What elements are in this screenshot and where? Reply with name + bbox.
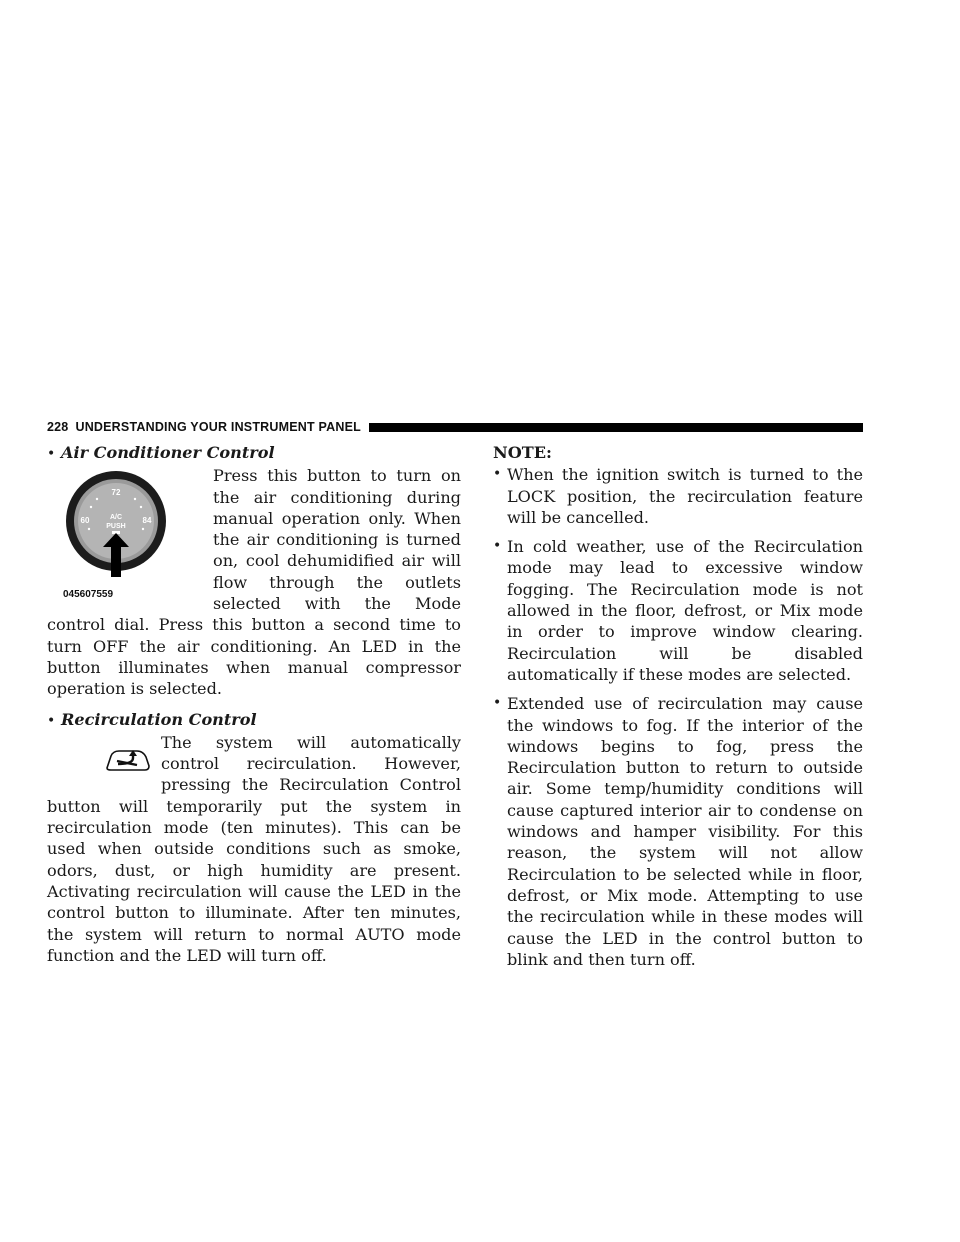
recirculation-icon bbox=[103, 744, 153, 778]
recirc-control-text: The system will automatically control recirculation. However, pressing the Recirculation Control button will temporarily put the system in recirculation mode (ten minutes). This can be used when outside conditions such as smoke, odors, dust, or high humidity are present. Activating recirculation will cause the LED in the control button to illuminate. After ten minutes, the system will return to normal AUTO mode function and the LED will turn off. bbox=[47, 732, 461, 965]
bullet-icon: • bbox=[47, 446, 56, 462]
note-text: Extended use of recirculation may cause the windows to fog. If the interior of the windows begins to fog, press the Recirculation button to return to outside air. Some temp/humidity conditions will cause captured interior air to condense on windows and hamper visibility. For this reason, the system will not allow Recirculation to be selected while in floor, defrost, or Mix mode. Attempting to use the recirculation while in these modes will cause the LED in the control button to blink and then turn off. bbox=[507, 694, 863, 969]
bullet-icon: • bbox=[493, 538, 502, 555]
note-item bbox=[493, 693, 863, 970]
ac-control-title: Air Conditioner Control bbox=[61, 443, 275, 462]
knob-label-push: PUSH bbox=[106, 523, 126, 531]
recirc-control-heading bbox=[47, 709, 461, 732]
note-text: In cold weather, use of the Recirculation mode may lead to excessive window fogging. The Recirculation mode is not allowed in the floor, defrost, or Mix mode in order to improve window clearing. Recirculation will be disabled automatically if these modes are selected. bbox=[507, 537, 863, 684]
ac-control-block bbox=[47, 465, 461, 699]
bullet-icon: • bbox=[47, 712, 56, 729]
header-rule bbox=[369, 423, 863, 432]
right-column bbox=[493, 442, 863, 978]
left-column bbox=[47, 442, 461, 966]
note-text: When the ignition switch is turned to the LOCK position, the recirculation feature will be cancelled. bbox=[507, 465, 863, 527]
section-title: UNDERSTANDING YOUR INSTRUMENT PANEL bbox=[75, 420, 361, 434]
temp-right-label: 84 bbox=[142, 516, 152, 526]
note-item bbox=[493, 464, 863, 528]
knob-label-ac: A/C bbox=[109, 514, 123, 522]
note-title: NOTE: bbox=[493, 443, 552, 462]
ac-knob-icon bbox=[61, 467, 171, 585]
note-item bbox=[493, 536, 863, 685]
page-number: 228 bbox=[47, 420, 69, 434]
recirc-control-block bbox=[47, 732, 461, 966]
temp-left-label: 60 bbox=[80, 516, 90, 526]
recirc-figure bbox=[61, 740, 161, 790]
recirc-control-title: Recirculation Control bbox=[61, 709, 257, 729]
ac-knob-figure bbox=[61, 467, 213, 599]
bullet-icon: • bbox=[493, 695, 502, 712]
bullet-icon: • bbox=[493, 466, 502, 483]
figure-code: 045607559 bbox=[63, 589, 114, 601]
ac-control-heading bbox=[47, 442, 461, 465]
ac-control-text: Press this button to turn on the air conditioning during manual operation only. When the air conditioning is turned on, cool dehumidified air will flow through the outlets selected with the Mode control dial. Press this button a second time to turn OFF the air conditioning. An LED in the button illuminates when manual compressor operation is selected. bbox=[47, 466, 461, 699]
temp-top-label: 72 bbox=[111, 488, 121, 498]
page-header bbox=[47, 419, 863, 435]
